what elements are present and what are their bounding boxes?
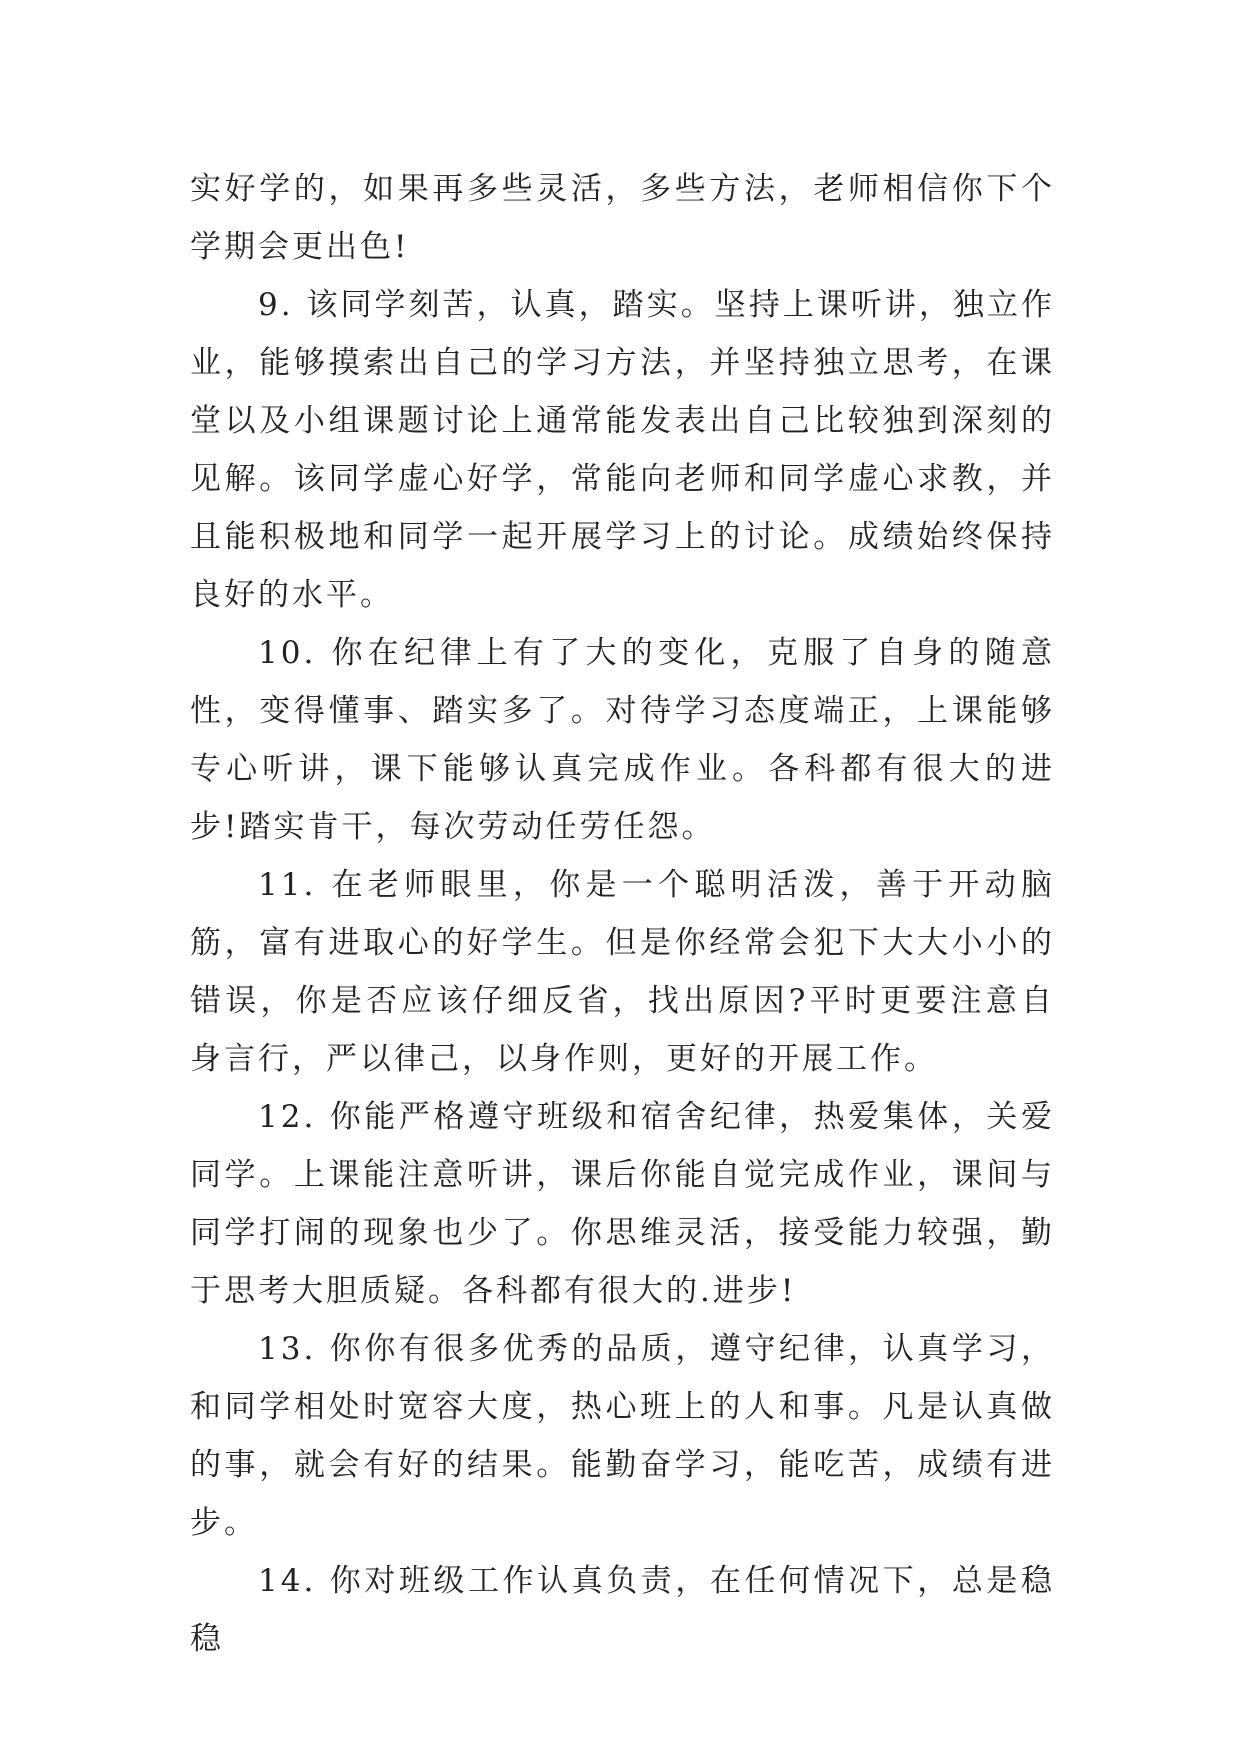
paragraph-9: 9. 该同学刻苦，认真，踏实。坚持上课听讲，独立作业，能够摸索出自己的学习方法，并坚持独立思考，在课堂以及小组课题讨论上通常能发表出自己比较独到深刻的见解。该同学虚心好学，常能向老师和同学虚心求教，并且能积极地和同学一起开展学习上的讨论。成绩始终保持良好的水平。: [190, 287, 1055, 613]
paragraph-11: 11. 在老师眼里，你是一个聪明活泼，善于开动脑筋，富有进取心的好学生。但是你经常会犯下大大小小的错误，你是否应该仔细反省，找出原因?平时更要注意自身言行，严以律己，以身作则，更好的开展工作。: [190, 867, 1055, 1077]
paragraph-12: 12. 你能严格遵守班级和宿舍纪律，热爱集体，关爱同学。上课能注意听讲，课后你能自觉完成作业，课间与同学打闹的现象也少了。你思维灵活，接受能力较强，勤于思考大胆质疑。各科都有很大的.进步!: [190, 1099, 1055, 1309]
document-body: [190, 160, 1055, 1668]
paragraph-13: 13. 你你有很多优秀的品质，遵守纪律，认真学习，和同学相处时宽容大度，热心班上的人和事。凡是认真做的事，就会有好的结果。能勤奋学习，能吃苦，成绩有进步。: [190, 1331, 1055, 1541]
paragraph-14: 14. 你对班级工作认真负责，在任何情况下，总是稳稳: [190, 1563, 1055, 1657]
paragraph-continued: 实好学的，如果再多些灵活，多些方法，老师相信你下个学期会更出色!: [190, 171, 1055, 265]
paragraph-10: 10. 你在纪律上有了大的变化，克服了自身的随意性，变得懂事、踏实多了。对待学习态度端正，上课能够专心听讲，课下能够认真完成作业。各科都有很大的进步!踏实肯干，每次劳动任劳任怨。: [190, 635, 1055, 845]
